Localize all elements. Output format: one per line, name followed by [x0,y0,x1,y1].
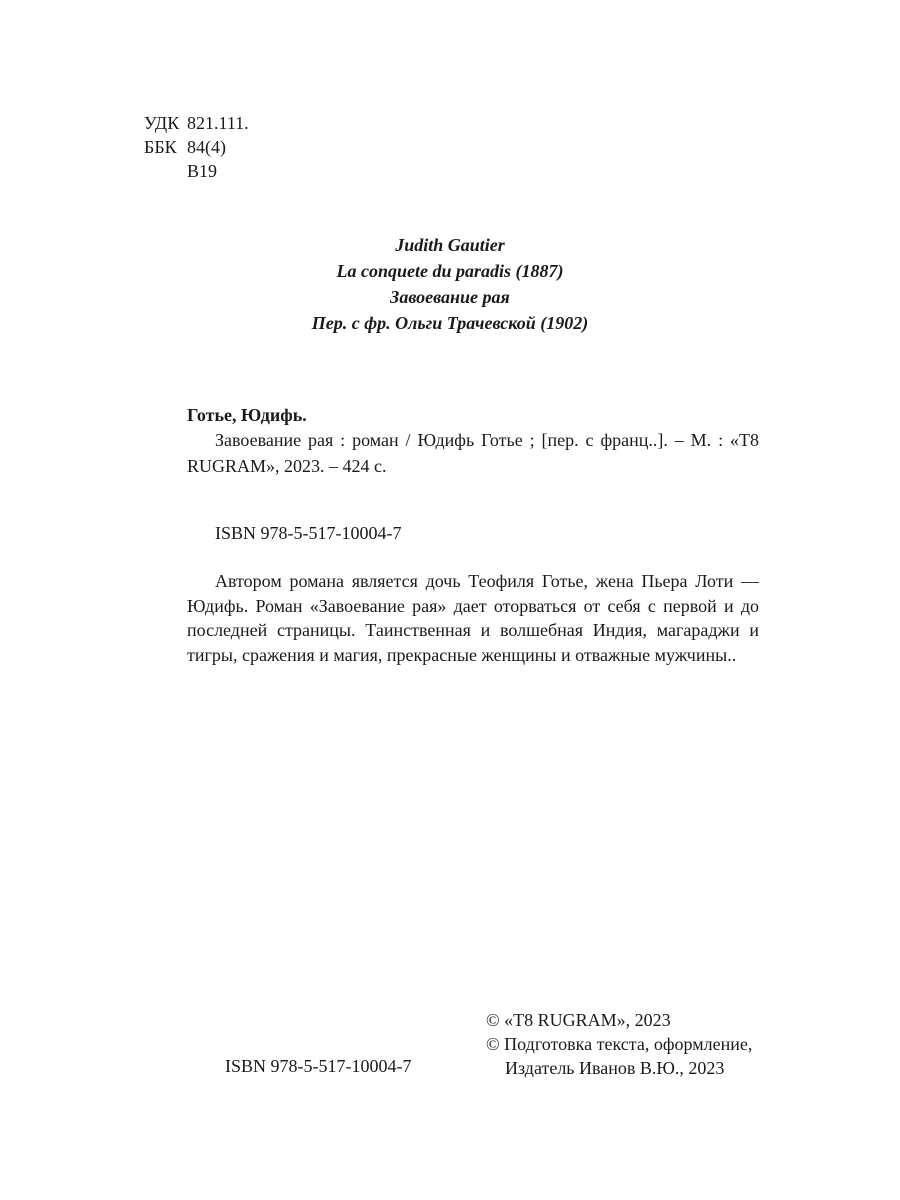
copyright-line: © «Т8 RUGRAM», 2023 [486,1010,671,1030]
bbk-label: ББК [144,137,177,157]
isbn: ISBN 978-5-517-10004-7 [215,523,402,543]
author-sign-row [144,159,217,183]
author-sign: В19 [187,161,218,181]
original-title: La conquete du paradis (1887) [336,261,564,281]
original-edition-block [150,232,750,336]
footer-isbn: ISBN 978-5-517-10004-7 [225,1056,412,1076]
copyright-line: Издатель Иванов В.Ю., 2023 [505,1058,725,1078]
udk-row [144,111,249,135]
udk-label: УДК [144,113,180,133]
udk-value: 821.111. [187,113,249,133]
bibliographic-heading: Готье, Юдифь. [187,405,307,425]
annotation-text: Автором романа является дочь Теофиля Готье, жена Пьера Лоти — Юдифь. Роман «Завоевание рая» дает оторваться от себя с первой и до последней страницы. Таинственная и волшебная Индия, магараджи и тигры, сражения и магия, прекрасные женщины и отважные мужчины.. [187,571,759,665]
bibliographic-description: Завоевание рая : роман / Юдифь Готье ; [пер. с франц..]. – М. : «Т8 RUGRAM», 2023. – 424 с. [187,430,759,476]
original-author: Judith Gautier [395,235,505,255]
copyright-line: © Подготовка текста, оформление, [486,1034,753,1054]
russian-title: Завоевание рая [390,287,510,307]
bbk-value: 84(4) [187,137,226,157]
translation-credit: Пер. с фр. Ольги Трачевской (1902) [311,313,589,333]
bbk-row [144,135,226,159]
copyright-block [486,1008,752,1080]
